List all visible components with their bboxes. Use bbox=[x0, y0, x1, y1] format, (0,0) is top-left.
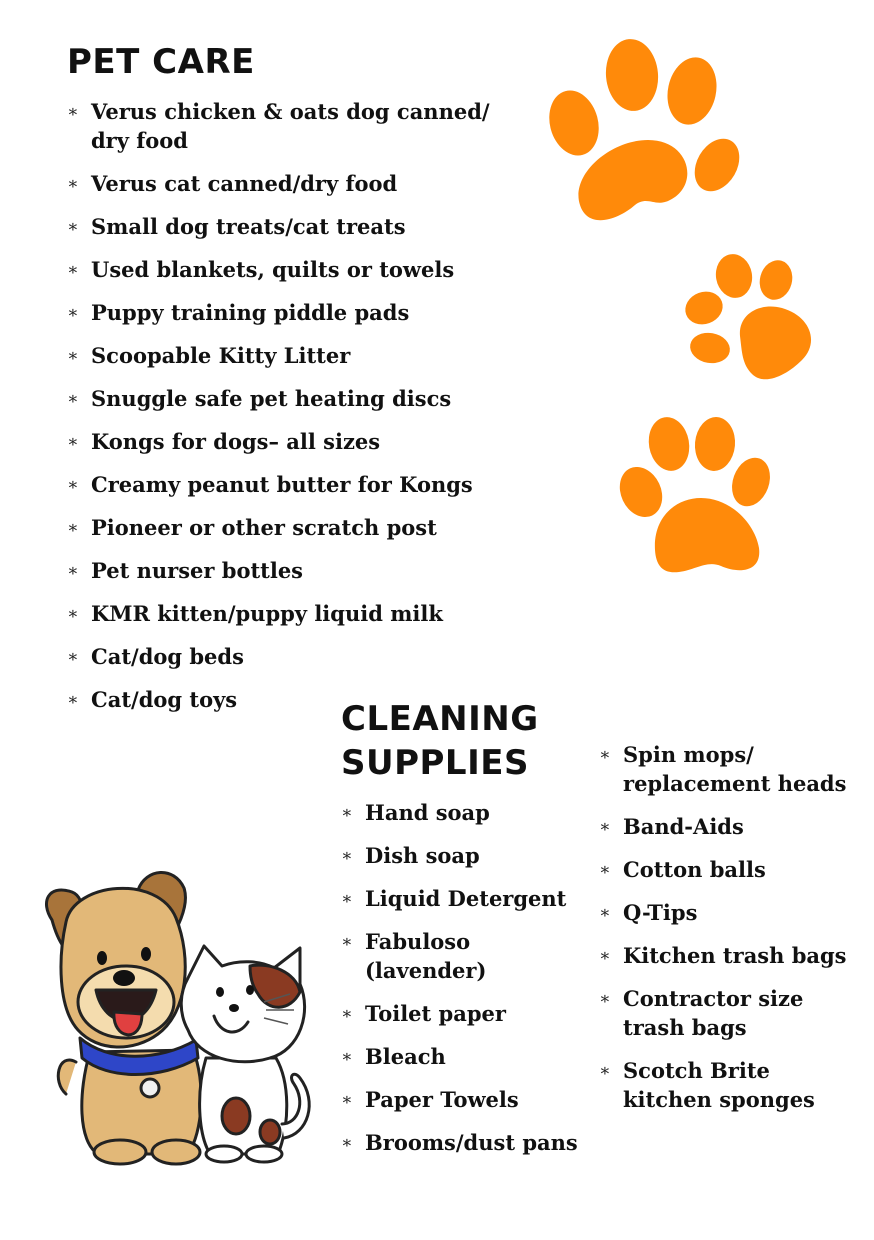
list-item: ∗ Scotch Brite kitchen sponges bbox=[599, 1056, 859, 1114]
list-item: ∗ Puppy training piddle pads bbox=[67, 298, 527, 327]
list-item: ∗ Cat/dog toys bbox=[67, 685, 527, 714]
list-item: ∗ Paper Towels bbox=[341, 1085, 591, 1114]
dog-and-cat-icon bbox=[38, 862, 333, 1167]
list-item: ∗ Contractor size trash bags bbox=[599, 984, 859, 1042]
list-item: ∗ Bleach bbox=[341, 1042, 591, 1071]
list-item: ∗ Verus cat canned/dry food bbox=[67, 169, 527, 198]
list-item: ∗ Band-Aids bbox=[599, 812, 859, 841]
list-item: ∗ Spin mops/ replacement heads bbox=[599, 740, 859, 798]
list-item: ∗ Liquid Detergent bbox=[341, 884, 591, 913]
list-item: ∗ Brooms/dust pans bbox=[341, 1128, 591, 1157]
list-item: ∗ Small dog treats/cat treats bbox=[67, 212, 527, 241]
pet-care-list bbox=[67, 97, 527, 728]
paw-print-icon bbox=[615, 410, 780, 580]
list-item: ∗ Cat/dog beds bbox=[67, 642, 527, 671]
list-item: ∗ Cotton balls bbox=[599, 855, 859, 884]
list-item: ∗ Verus chicken & oats dog canned/ dry food bbox=[67, 97, 527, 155]
pet-care-heading: PET CARE bbox=[67, 42, 255, 82]
list-item: ∗ Q-Tips bbox=[599, 898, 859, 927]
list-item: ∗ Creamy peanut butter for Kongs bbox=[67, 470, 527, 499]
list-item: ∗ Kongs for dogs– all sizes bbox=[67, 427, 527, 456]
list-item: ∗ Kitchen trash bags bbox=[599, 941, 859, 970]
cleaning-supplies-list bbox=[341, 798, 591, 1171]
paw-print-icon bbox=[540, 35, 745, 230]
list-item: ∗ Pet nurser bottles bbox=[67, 556, 527, 585]
cleaning-supplies-list-continued bbox=[599, 740, 859, 1128]
list-item: ∗ Dish soap bbox=[341, 841, 591, 870]
list-item: ∗ Toilet paper bbox=[341, 999, 591, 1028]
list-item: ∗ Hand soap bbox=[341, 798, 591, 827]
list-item: ∗ Scoopable Kitty Litter bbox=[67, 341, 527, 370]
list-item: ∗ Snuggle safe pet heating discs bbox=[67, 384, 527, 413]
list-item: ∗ Pioneer or other scratch post bbox=[67, 513, 527, 542]
list-item: ∗ Fabuloso (lavender) bbox=[341, 927, 591, 985]
list-item: ∗ Used blankets, quilts or towels bbox=[67, 255, 527, 284]
paw-print-icon bbox=[680, 250, 820, 390]
list-item: ∗ KMR kitten/puppy liquid milk bbox=[67, 599, 527, 628]
cleaning-supplies-heading: CLEANING SUPPLIES bbox=[341, 699, 539, 783]
